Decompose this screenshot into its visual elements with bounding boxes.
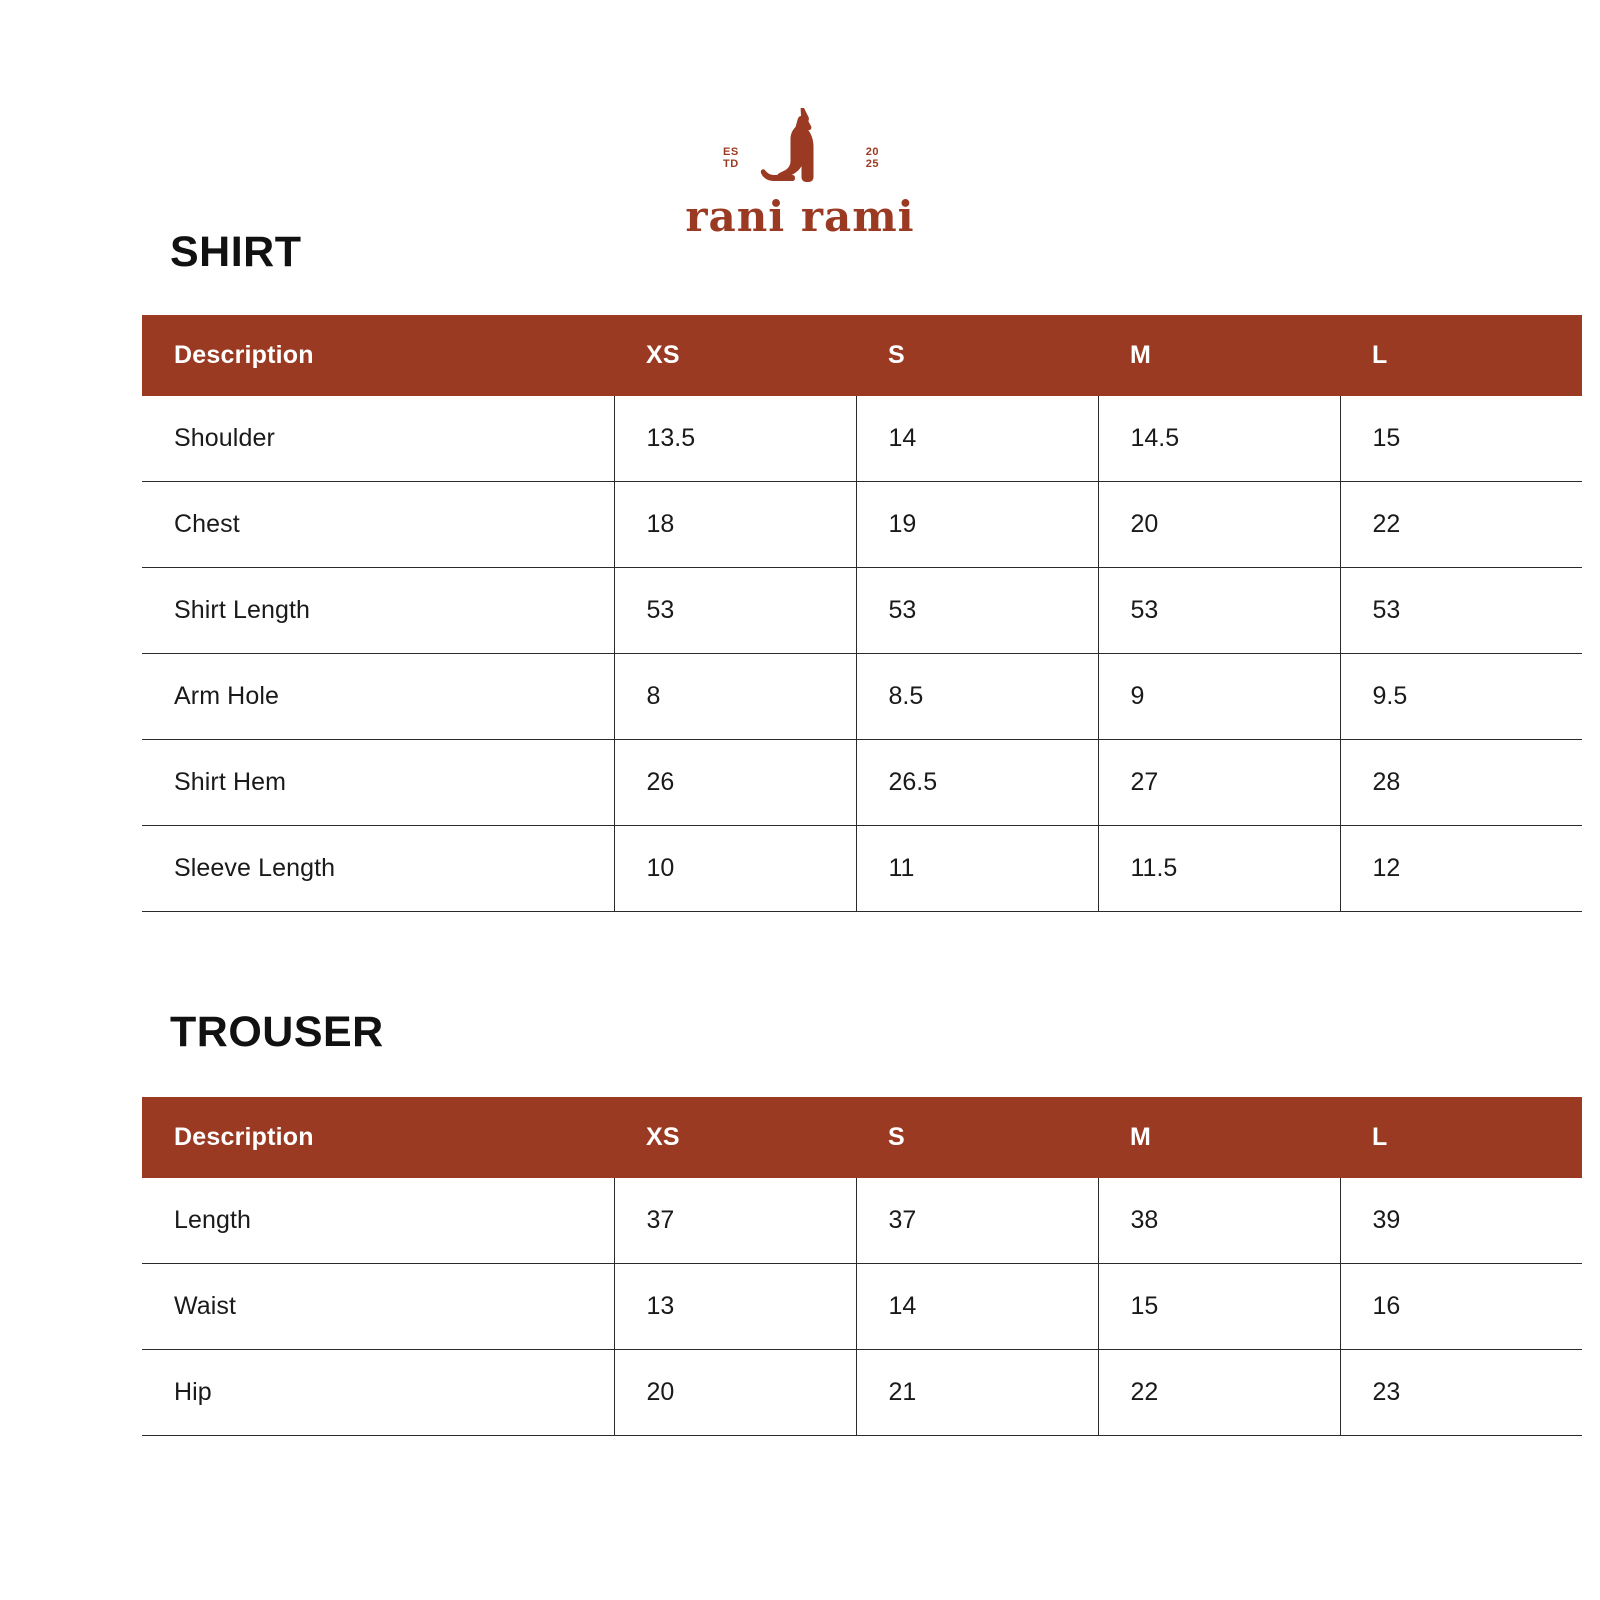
cell-s: 14: [856, 396, 1098, 482]
table-row: [142, 568, 1582, 654]
table-row: [142, 1350, 1582, 1436]
header-m: M: [1098, 1097, 1340, 1178]
header-xs: XS: [614, 315, 856, 396]
cat-silhouette-icon: [705, 108, 895, 196]
cell-description: Chest: [142, 482, 614, 568]
cell-description: Shirt Length: [142, 568, 614, 654]
cell-s: 21: [856, 1350, 1098, 1436]
header-description: Description: [142, 315, 614, 396]
logo-year-label: 20 25: [865, 146, 879, 170]
cell-description: Waist: [142, 1264, 614, 1350]
cell-l: 12: [1340, 826, 1582, 912]
table-row: [142, 1178, 1582, 1264]
header-l: L: [1340, 315, 1582, 396]
cell-m: 14.5: [1098, 396, 1340, 482]
table-row: [142, 654, 1582, 740]
brand-logo: [0, 108, 1600, 241]
cell-description: Shoulder: [142, 396, 614, 482]
cell-l: 22: [1340, 482, 1582, 568]
shirt-section-title: SHIRT: [170, 228, 302, 276]
cell-m: 22: [1098, 1350, 1340, 1436]
cell-description: Arm Hole: [142, 654, 614, 740]
table-row: [142, 482, 1582, 568]
cell-description: Hip: [142, 1350, 614, 1436]
brand-wordmark: rani rami: [685, 192, 915, 241]
cell-xs: 53: [614, 568, 856, 654]
shirt-size-table: [142, 315, 1582, 912]
table-row: [142, 740, 1582, 826]
trouser-section: [142, 1008, 1582, 1436]
cell-xs: 37: [614, 1178, 856, 1264]
cell-s: 37: [856, 1178, 1098, 1264]
table-row: [142, 396, 1582, 482]
cell-s: 19: [856, 482, 1098, 568]
cell-xs: 20: [614, 1350, 856, 1436]
shirt-section: [142, 228, 1582, 912]
trouser-section-title: TROUSER: [170, 1008, 384, 1056]
table-header-row: [142, 1097, 1582, 1178]
cell-s: 11: [856, 826, 1098, 912]
table-row: [142, 826, 1582, 912]
cell-l: 39: [1340, 1178, 1582, 1264]
cell-l: 15: [1340, 396, 1582, 482]
cell-m: 38: [1098, 1178, 1340, 1264]
cell-xs: 18: [614, 482, 856, 568]
cell-xs: 8: [614, 654, 856, 740]
header-s: S: [856, 315, 1098, 396]
cell-xs: 13.5: [614, 396, 856, 482]
header-m: M: [1098, 315, 1340, 396]
cell-l: 9.5: [1340, 654, 1582, 740]
cell-description: Sleeve Length: [142, 826, 614, 912]
trouser-size-table: [142, 1097, 1582, 1436]
trouser-table-wrapper: [142, 1097, 1582, 1436]
cell-xs: 26: [614, 740, 856, 826]
cell-m: 11.5: [1098, 826, 1340, 912]
cell-xs: 13: [614, 1264, 856, 1350]
cell-s: 53: [856, 568, 1098, 654]
header-xs: XS: [614, 1097, 856, 1178]
cell-description: Length: [142, 1178, 614, 1264]
header-s: S: [856, 1097, 1098, 1178]
header-description: Description: [142, 1097, 614, 1178]
cell-l: 53: [1340, 568, 1582, 654]
table-header-row: [142, 315, 1582, 396]
cell-s: 8.5: [856, 654, 1098, 740]
cell-s: 26.5: [856, 740, 1098, 826]
shirt-table-wrapper: [142, 315, 1582, 912]
cell-l: 28: [1340, 740, 1582, 826]
cell-l: 16: [1340, 1264, 1582, 1350]
cell-description: Shirt Hem: [142, 740, 614, 826]
cell-m: 15: [1098, 1264, 1340, 1350]
cell-l: 23: [1340, 1350, 1582, 1436]
cell-m: 27: [1098, 740, 1340, 826]
header-l: L: [1340, 1097, 1582, 1178]
cell-s: 14: [856, 1264, 1098, 1350]
cell-m: 53: [1098, 568, 1340, 654]
table-row: [142, 1264, 1582, 1350]
cell-m: 9: [1098, 654, 1340, 740]
cell-m: 20: [1098, 482, 1340, 568]
logo-est-label: ES TD: [723, 146, 739, 170]
cell-xs: 10: [614, 826, 856, 912]
